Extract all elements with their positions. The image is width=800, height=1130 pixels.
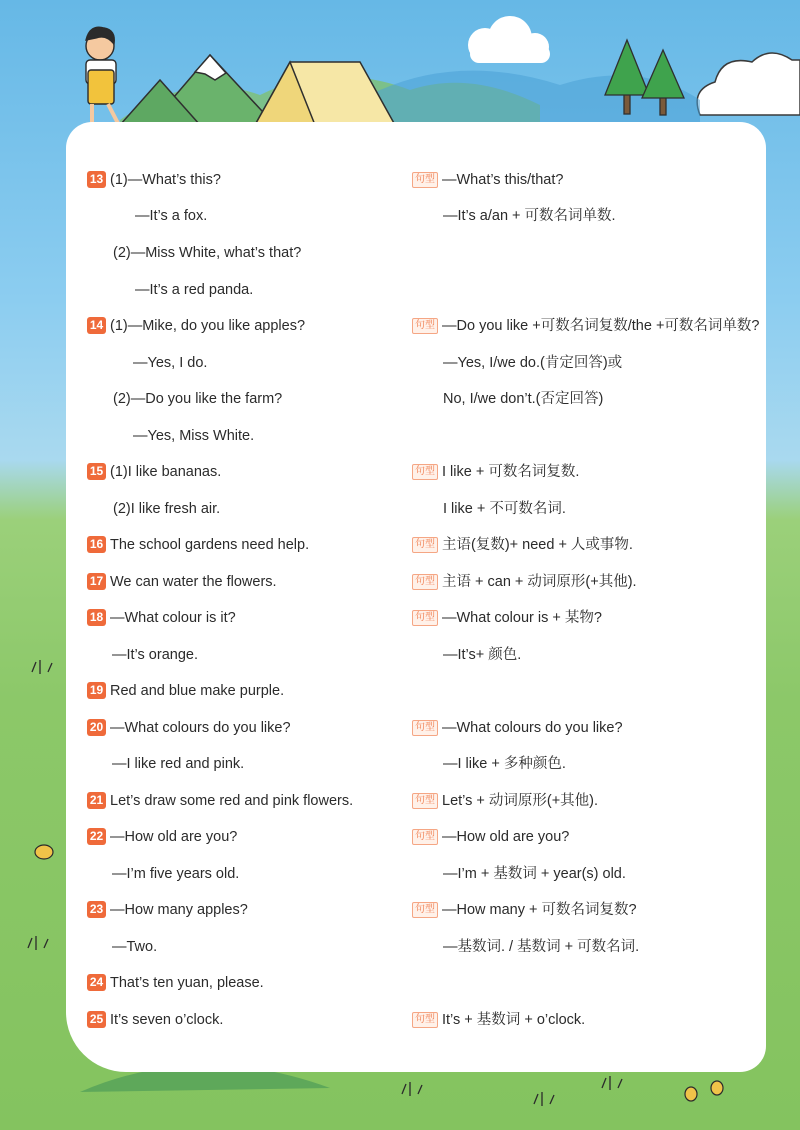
item-number-badge: 24 <box>87 974 106 991</box>
list-item: —It’s orange. <box>112 647 198 663</box>
pattern-item: No, I/we don’t.(否定回答) <box>443 391 604 407</box>
pattern-item: 句型 It’s + 基数词 + o’clock. <box>412 1010 585 1030</box>
pattern-item: 句型 —What colours do you like? <box>412 718 623 738</box>
list-item: —Yes, I do. <box>133 355 208 371</box>
sentence-pattern-tag: 句型 <box>412 720 438 736</box>
pattern-item: 句型 —What’s this/that? <box>412 170 563 190</box>
list-item: —I’m five years old. <box>112 866 240 882</box>
item-number-badge: 20 <box>87 719 106 736</box>
list-item: (2)—Miss White, what’s that? <box>113 245 302 261</box>
list-item: 18 —What colour is it? <box>87 608 236 628</box>
item-number-badge: 17 <box>87 573 106 590</box>
item-number-badge: 13 <box>87 171 106 188</box>
pattern-item: 句型 —How many + 可数名词复数? <box>412 900 637 920</box>
pattern-item: 句型 I like + 可数名词复数. <box>412 462 579 482</box>
list-item: 20 —What colours do you like? <box>87 718 291 738</box>
list-item: —Two. <box>112 939 158 955</box>
sentence-pattern-tag: 句型 <box>412 172 438 188</box>
pattern-item: 句型 —How old are you? <box>412 827 569 847</box>
tent-icon <box>255 62 395 125</box>
pattern-item: —It’s a/an + 可数名词单数. <box>443 208 616 224</box>
cloud-icon <box>468 16 550 63</box>
list-item: 22 —How old are you? <box>87 827 237 847</box>
pattern-item: 句型 主语 + can + 动词原形(+其他). <box>412 572 637 592</box>
item-number-badge: 19 <box>87 682 106 699</box>
content-card <box>66 122 766 1072</box>
list-item: 21 Let’s draw some red and pink flowers. <box>87 791 353 811</box>
mountain-icon <box>120 55 275 125</box>
item-number-badge: 15 <box>87 463 106 480</box>
sentence-pattern-tag: 句型 <box>412 793 438 809</box>
list-item: 17 We can water the flowers. <box>87 572 277 592</box>
list-item: —I like red and pink. <box>112 756 245 772</box>
sentence-pattern-tag: 句型 <box>412 464 438 480</box>
pattern-item: —I’m + 基数词 + year(s) old. <box>443 866 626 882</box>
list-item: —It’s a red panda. <box>135 282 254 298</box>
item-number-badge: 21 <box>87 792 106 809</box>
item-number-badge: 22 <box>87 828 106 845</box>
item-number-badge: 14 <box>87 317 106 334</box>
sentence-pattern-tag: 句型 <box>412 829 438 845</box>
pattern-item: —It’s+ 颜色. <box>443 647 522 663</box>
pattern-item: 句型 Let’s + 动词原形(+其他). <box>412 791 598 811</box>
pattern-item: 句型 主语(复数)+ need + 人或事物. <box>412 535 633 555</box>
item-number-badge: 23 <box>87 901 106 918</box>
pattern-item: 句型 —What colour is + 某物? <box>412 608 602 628</box>
cloud-icon <box>697 53 800 115</box>
sentence-pattern-tag: 句型 <box>412 1012 438 1028</box>
list-item: 23 —How many apples? <box>87 900 248 920</box>
list-item: (2)—Do you like the farm? <box>113 391 283 407</box>
pattern-item: 句型 —Do you like +可数名词复数/the +可数名词单数? <box>412 316 759 336</box>
list-item: 19 Red and blue make purple. <box>87 681 284 701</box>
pattern-item: —基数词. / 基数词 + 可数名词. <box>443 939 640 955</box>
sentence-pattern-tag: 句型 <box>412 318 438 334</box>
item-number-badge: 25 <box>87 1011 106 1028</box>
pebble-icon <box>711 1081 723 1095</box>
list-item: 25 It’s seven o’clock. <box>87 1010 223 1030</box>
list-item: 24 That’s ten yuan, please. <box>87 973 264 993</box>
list-item: 16 The school gardens need help. <box>87 535 309 555</box>
pebble-icon <box>35 845 53 859</box>
sentence-pattern-tag: 句型 <box>412 574 438 590</box>
sentence-pattern-tag: 句型 <box>412 537 438 553</box>
pattern-item: —Yes, I/we do.(肯定回答)或 <box>443 355 623 371</box>
list-item: (2)I like fresh air. <box>113 501 221 517</box>
item-number-badge: 18 <box>87 609 106 626</box>
list-item: 14 (1)—Mike, do you like apples? <box>87 316 305 336</box>
pattern-item: I like + 不可数名词. <box>443 501 566 517</box>
sentence-pattern-tag: 句型 <box>412 610 438 626</box>
sentence-pattern-tag: 句型 <box>412 902 438 918</box>
list-item: 13 (1)—What’s this? <box>87 170 221 190</box>
pattern-item: —I like + 多种颜色. <box>443 756 566 772</box>
list-item: —Yes, Miss White. <box>133 428 255 444</box>
item-number-badge: 16 <box>87 536 106 553</box>
list-item: —It’s a fox. <box>135 208 208 224</box>
list-item: 15 (1)I like bananas. <box>87 462 221 482</box>
pebble-icon <box>685 1087 697 1101</box>
